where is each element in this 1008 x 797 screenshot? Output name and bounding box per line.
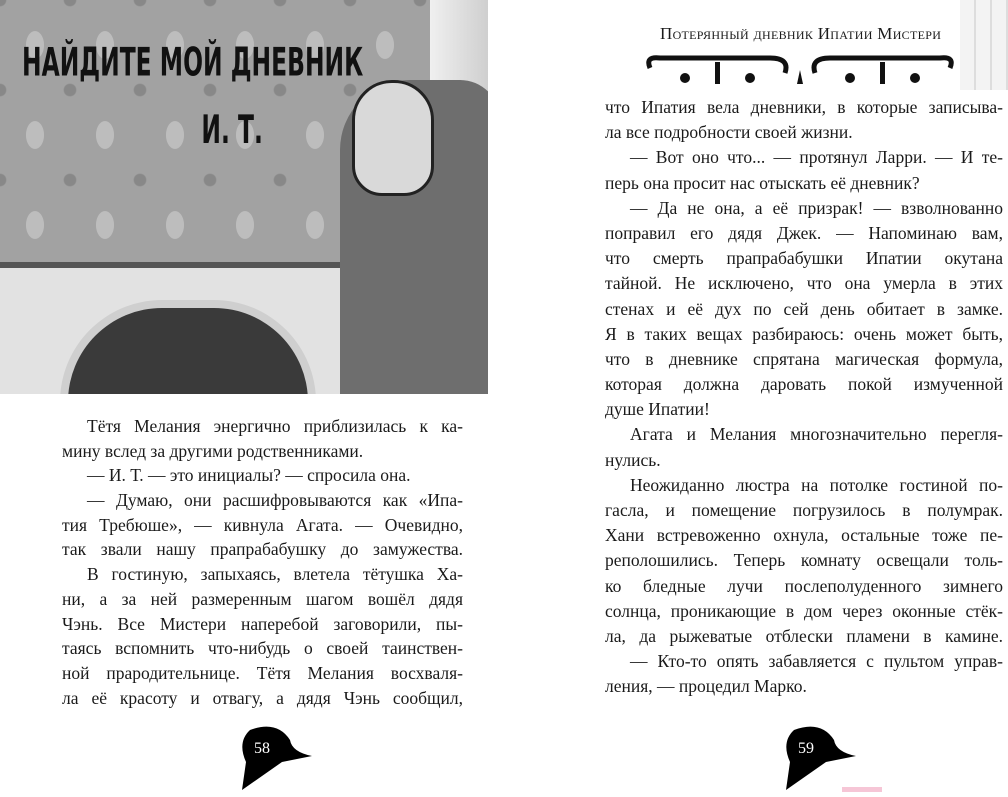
- hat-icon: [776, 722, 856, 792]
- text-line: тайной. Не исключено, что она умерла в этих: [605, 273, 1003, 294]
- text-line: ла все подробности своей жизни.: [605, 122, 853, 143]
- running-title: Потерянный дневник Ипатии Мистери: [660, 24, 942, 43]
- text-line: Хани встревоженно охнула, остальные тоже пе-: [605, 525, 1003, 546]
- text-line: тия Требюше», — кивнула Агата. — Очевидно,: [62, 514, 463, 535]
- text-line: Тётя Мелания энергично приблизилась к ка-: [87, 416, 463, 436]
- text-line: душе Ипатии!: [605, 399, 710, 420]
- text-line: что в дневнике спрятана магическая формула,: [605, 348, 1003, 369]
- text-line: так звали нашу прапрабабушку до замужества.: [62, 539, 463, 560]
- text-line: гасла, и помещение погрузилось в полумрак.: [605, 500, 1003, 520]
- text-line: перь она просит нас отыскать её дневник?: [605, 172, 920, 193]
- hat-icon: [232, 722, 312, 792]
- text-line: Чэнь. Все Мистери наперебой заговорили, пы-: [62, 613, 463, 634]
- text-line: В гостиную, запыхаясь, влетела тётушка Ха-: [87, 564, 463, 585]
- page-number-58: 58: [232, 722, 312, 792]
- right-page-text: [605, 95, 1003, 700]
- ornament-divider-icon: [640, 48, 960, 88]
- left-page-text: [62, 414, 463, 710]
- page-number-59: 59: [776, 722, 856, 792]
- text-line: солнца, проникающие в дом через оконные стёк-: [605, 600, 1003, 621]
- text-line: — Вот оно что... — протянул Ларри. — И те-: [630, 147, 1003, 168]
- edge-mark: [842, 787, 882, 792]
- text-line: мину вслед за другими родственниками.: [62, 440, 364, 461]
- text-line: — И. Т. — это инициалы? — спросила она.: [87, 465, 411, 486]
- text-line: ной прародительнице. Тётя Мелания восхваля-: [62, 662, 463, 683]
- text-line: — Кто-то опять забавляется с пультом управ-: [630, 651, 1003, 672]
- text-line: которая должна даровать покой измученной: [605, 374, 1003, 395]
- text-line: ления, — процедил Марко.: [605, 676, 807, 697]
- text-line: реполошились. Теперь комнату освещали толь-: [605, 550, 1003, 571]
- text-line: таясь вспомнить что-нибудь о своей таинствен-: [62, 638, 463, 659]
- text-line: ла, да рыжеватые отблески пламени в камине.: [605, 625, 1003, 646]
- text-line: ни, а за ней размеренным шагом вошёл дядя: [62, 588, 463, 609]
- wall-message: НАЙДИТЕ МОЙ ДНЕВНИК И. Т.: [22, 40, 364, 154]
- text-line: ко бледные лучи послеполуденного зимнего: [605, 575, 1003, 596]
- text-line: — Да не она, а её призрак! — взволнованно: [630, 197, 1003, 218]
- text-line: Агата и Мелания многозначительно перегля-: [630, 424, 1003, 445]
- text-line: Неожиданно люстра на потолке гостиной по-: [630, 474, 1003, 495]
- text-line: поправил его дядя Джек. — Напоминаю вам,: [605, 222, 1003, 243]
- text-line: нулись.: [605, 449, 661, 470]
- text-line: ла её красоту и отвагу, а дядя Чэнь сообщил,: [62, 687, 463, 708]
- illustration: [0, 0, 488, 394]
- text-line: что Ипатия вела дневники, в которые записыва-: [605, 97, 1003, 117]
- text-line: что смерть прапрабабушки Ипатии окутана: [605, 248, 1003, 269]
- text-line: — Думаю, они расшифровываются как «Ипа-: [87, 490, 463, 511]
- man-head: [352, 80, 434, 196]
- window: [960, 0, 1008, 90]
- text-line: стенах и её дух по сей день обитает в замке.: [605, 298, 1003, 319]
- text-line: Я в таких вещах разбираюсь: очень может быть,: [605, 323, 1003, 344]
